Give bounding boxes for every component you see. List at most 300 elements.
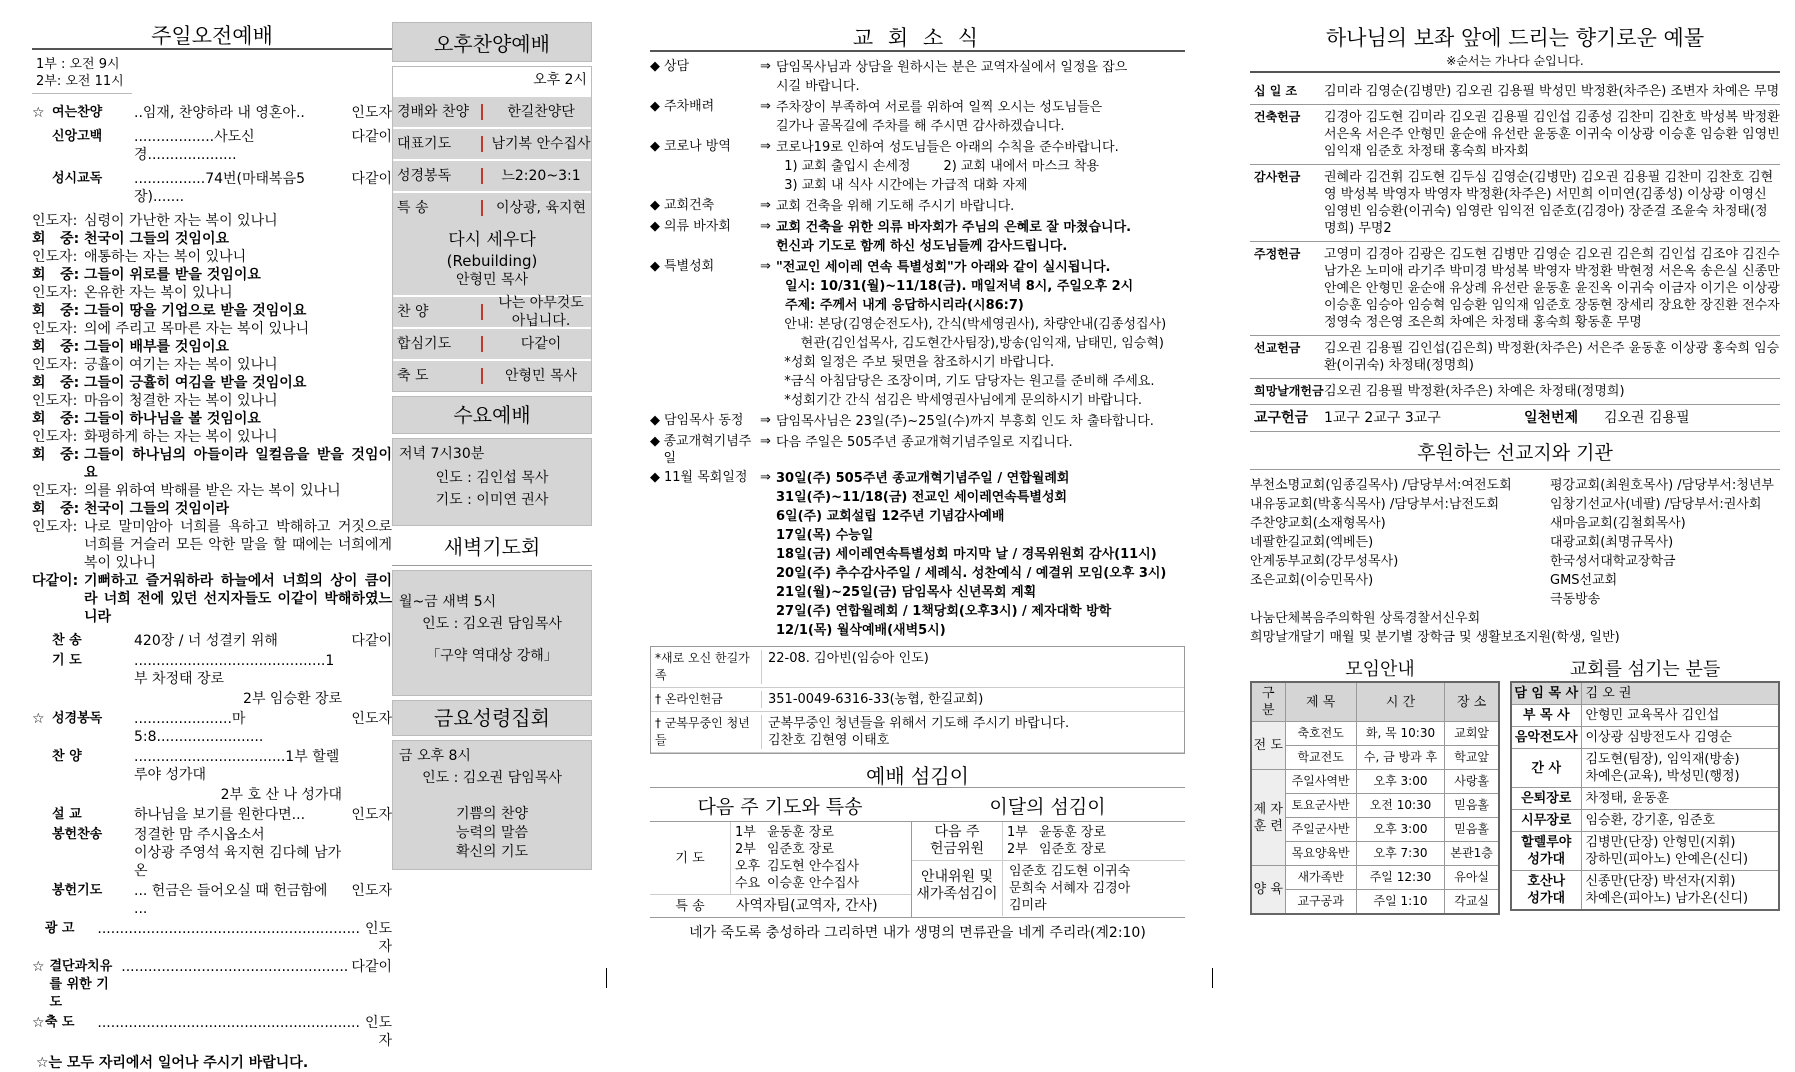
- mission-title: 후원하는 선교지와 기관: [1250, 438, 1780, 470]
- news-item: [650, 433, 1185, 467]
- offering-label: 주정헌금: [1254, 247, 1301, 261]
- serve-row: [731, 841, 911, 858]
- fold-line: [1212, 968, 1213, 988]
- order-text: 정결한 맘 주시옵소서 이상광 주영석 육지현 김다혜 남가온: [134, 827, 342, 879]
- meeting-cell: 주일사역반: [1285, 770, 1356, 794]
- responsive-text: 그들이 위로를 받을 것임이요: [84, 267, 261, 283]
- order-label: 기 도: [52, 653, 82, 668]
- district-value: 1교구 2교구 3교구: [1324, 410, 1441, 426]
- responsive-who: 회 중:: [32, 303, 80, 319]
- news-item: [650, 258, 1185, 410]
- time-1: 1부 : 오전 9시: [36, 57, 120, 72]
- afternoon-title-box: [392, 22, 592, 62]
- responsive-text: 의에 주리고 목마른 자는 복이 있나니: [84, 321, 310, 337]
- responsive-line: [32, 284, 392, 302]
- responsive-who: 회 중:: [32, 447, 80, 463]
- staff-value: 김 오 권: [1581, 682, 1779, 705]
- bullet-icon: ◆: [650, 139, 660, 154]
- meeting-row: [1251, 770, 1499, 794]
- offering-row: [1250, 336, 1780, 379]
- responsive-who: 인도자:: [32, 357, 78, 373]
- news-line: 헌신과 기도로 함께 하신 성도님들께 감사드립니다.: [776, 239, 1068, 254]
- news-item: [650, 469, 1185, 640]
- divider-bar: [481, 304, 483, 320]
- responsive-line: [32, 572, 392, 626]
- mission-item: 내유동교회(박홍식목사) /담당부서:남전도회: [1250, 497, 1500, 512]
- responsive-text: 그들이 땅을 기업으로 받을 것임이요: [84, 303, 307, 319]
- responsive-text: 마음이 청결한 자는 복이 있나니: [84, 393, 278, 409]
- news-line: 3) 교회 내 식사 시간에는 가급적 대화 자제: [776, 178, 1028, 193]
- sermon-box: [393, 223, 591, 295]
- meeting-cell: 목요양육반: [1285, 842, 1356, 866]
- serve-slot: 수요: [735, 876, 761, 891]
- staff-row: [1511, 788, 1779, 810]
- afternoon-row: [393, 159, 591, 191]
- divider-bar: [481, 168, 483, 184]
- sunday-morning-section: [32, 20, 392, 1071]
- divider-bar: [481, 136, 483, 152]
- news-label: 코로나 방역: [664, 139, 731, 154]
- offering-label: 감사헌금: [1254, 170, 1301, 184]
- offering-row: [1250, 79, 1780, 105]
- mission-item: 나눔단체복음주의학원 상록경찰서신우회: [1250, 611, 1481, 626]
- meeting-cell: 수, 금 방과 후: [1356, 746, 1445, 770]
- news-item: [650, 138, 1185, 195]
- offering-names: 권혜라 김건휘 김도현 김두심 김영순(김병만) 김오권 김용필 김찬미 김찬호 김현영 박성복 박영자 박영자 박정환(차주은) 서민희 이미연(김종성) 이상광 이영신 임영빈 임승환(이귀숙) 임영란 임익전 임준호(김경아) 장준걸 조윤숙 차정태(정명희) 무명2: [1324, 170, 1774, 236]
- order-leader: 인도자: [364, 1015, 392, 1049]
- serve-row: [731, 875, 911, 892]
- wednesday-title: 수요예배: [392, 396, 592, 434]
- order-text: ..................사도신경....................: [134, 129, 255, 163]
- responsive-who: 회 중:: [32, 339, 80, 355]
- serve-slot: 오후: [735, 859, 761, 874]
- bullet-icon: ◆: [650, 413, 660, 428]
- afternoon-row: [393, 359, 591, 391]
- offering-label: 선교헌금: [1254, 341, 1301, 355]
- order-leader: 다같이: [351, 633, 392, 649]
- afternoon-value: 이상광, 육지현: [495, 200, 587, 216]
- order-label: 봉헌기도: [52, 883, 103, 898]
- staff-row: [1511, 749, 1779, 788]
- wednesday-lead: 인도 : 김인섭 목사: [435, 470, 549, 486]
- arrow-icon: ⇒: [760, 198, 771, 213]
- order-item: [32, 170, 392, 206]
- arrow-icon: ⇒: [760, 59, 771, 74]
- afternoon-title: 오후찬양예배: [434, 31, 550, 56]
- news-line: *성회 일정은 주보 뒷면을 참조하시기 바랍니다.: [776, 355, 1055, 370]
- meeting-cell: 본관1층: [1445, 842, 1499, 866]
- mission-item: 주찬양교회(소재형목사): [1250, 516, 1386, 531]
- order-text: 2부 호 산 나 성가대: [220, 787, 342, 803]
- meeting-group: 양 육: [1251, 866, 1285, 915]
- mission-item: 한국성서대학교장학금: [1550, 554, 1676, 569]
- responsive-text: 온유한 자는 복이 있나니: [84, 285, 233, 301]
- divider-bar: [481, 368, 483, 384]
- news-line: 30일(주) 505주년 종교개혁기념주일 / 연합월례회: [776, 471, 1070, 486]
- responsive-who: 인도자:: [32, 285, 78, 301]
- serve-name: 임준호 장로: [767, 842, 834, 857]
- news-item: [650, 412, 1185, 431]
- bullet-icon: ◆: [650, 198, 660, 213]
- section-title: 주일오전예배: [32, 20, 392, 50]
- order-text: ...........................................................: [97, 1015, 360, 1031]
- serve-slot: 2부: [1007, 842, 1028, 857]
- bullet-icon: ◆: [650, 59, 660, 74]
- staff-value: 김도현(팀장), 임익재(방송) 차예은(교육), 박성민(행정): [1581, 749, 1779, 788]
- news-line: 주차장이 부족하여 서로를 위하여 일찍 오시는 성도님들은: [776, 100, 1103, 115]
- order-item: [32, 710, 392, 746]
- extra-item: [651, 688, 1184, 712]
- dawn-subtitle: 「구약 역대상 강해」: [426, 648, 558, 664]
- offering-row: [1250, 165, 1780, 242]
- church-news-column: [650, 22, 1185, 972]
- meeting-cell: 각교실: [1445, 890, 1499, 915]
- meeting-cell: 학교앞: [1445, 746, 1499, 770]
- staff-value: 김병만(단장) 안형민(지휘) 장하민(피아노) 안예은(신디): [1581, 832, 1779, 871]
- staff-title: 교회를 섬기는 분들: [1569, 659, 1721, 680]
- responsive-line: [32, 338, 392, 356]
- order-leader: 다같이: [351, 959, 392, 975]
- responsive-who: 회 중:: [32, 411, 80, 427]
- news-item: [650, 58, 1185, 96]
- news-label: 11월 목회일정: [664, 470, 748, 485]
- extra-label: *새로 오신 한길가족: [655, 651, 750, 682]
- responsive-line: [32, 374, 392, 392]
- order-leader: 인도자: [364, 921, 392, 955]
- meeting-head-cell: 제 목: [1285, 682, 1356, 722]
- arrow-icon: ⇒: [760, 434, 771, 449]
- responsive-text: 화평하게 하는 자는 복이 있나니: [84, 429, 278, 445]
- afternoon-row: [393, 295, 591, 327]
- afternoon-value: 한길찬양단: [507, 104, 575, 120]
- mission-item: 안계동부교회(강무성목사): [1250, 554, 1399, 569]
- serve-row: [731, 858, 911, 875]
- news-label: 특별성회: [664, 259, 715, 274]
- news-line: 시길 바랍니다.: [776, 79, 860, 94]
- afternoon-label: 찬 양: [397, 304, 429, 320]
- responsive-who: 인도자:: [32, 249, 78, 265]
- afternoon-row: [393, 95, 591, 127]
- staff-label: 은퇴장로: [1511, 788, 1581, 810]
- responsive-line: [32, 320, 392, 338]
- offering-label: 건축헌금: [1254, 110, 1301, 124]
- responsive-line: [32, 446, 392, 482]
- meeting-cell: 사랑홀: [1445, 770, 1499, 794]
- offering-label: 십 일 조: [1254, 84, 1298, 98]
- friday-box: [392, 740, 592, 870]
- extra-item: [651, 712, 1184, 753]
- order-item: [32, 690, 392, 708]
- order-item: [32, 104, 392, 122]
- meeting-group: 제 자 훈 련: [1251, 770, 1285, 866]
- mission-item: 대광교회(최명규목사): [1550, 535, 1674, 550]
- meeting-cell: 믿음홀: [1445, 818, 1499, 842]
- order-label: 설 교: [52, 807, 82, 822]
- news-line: 6일(주) 교회설립 12주년 기념감사예배: [776, 509, 1005, 524]
- meeting-row: [1251, 746, 1499, 770]
- extra-value: 351-0049-6316-33(농협, 한길교회): [761, 691, 1184, 708]
- thanks-label: 일천번제: [1524, 410, 1579, 426]
- arrow-icon: ⇒: [760, 413, 771, 428]
- responsive-line: [32, 212, 392, 230]
- afternoon-label: 합심기도: [397, 336, 452, 352]
- offering-names: 김미라 김영순(김병만) 김오권 김용필 박성민 박정환(차주은) 조변자 차예은 무명: [1324, 84, 1780, 99]
- responsive-line: [32, 428, 392, 446]
- sermon-title: 다시 세우다: [448, 230, 536, 250]
- staff-label: 부 목 사: [1511, 705, 1581, 727]
- serve-slot: 1부: [735, 825, 756, 840]
- afternoon-label: 성경봉독: [397, 168, 452, 184]
- staff-label: 음악전도사: [1511, 727, 1581, 749]
- afternoon-row: [393, 127, 591, 159]
- serve-name: 이승훈 안수집사: [767, 876, 860, 891]
- meeting-cell: 오전 10:30: [1356, 794, 1445, 818]
- meeting-title: 모임안내: [1345, 659, 1415, 680]
- news-line: 교회 건축을 위해 기도해 주시기 바랍니다.: [776, 199, 1015, 214]
- time-2: 2부: 오전 11시: [36, 74, 124, 89]
- order-item: [32, 128, 392, 164]
- news-line: 길가나 골목길에 주차를 해 주시면 감사하겠습니다.: [776, 119, 1065, 134]
- responsive-who: 인도자:: [32, 213, 78, 229]
- order-label: 성경봉독: [52, 711, 103, 726]
- fold-line: [606, 968, 607, 988]
- meeting-cell: 유아실: [1445, 866, 1499, 890]
- song-label: 특 송: [675, 898, 705, 914]
- order-leader: 인도자: [351, 883, 392, 899]
- stand-mark: ☆: [32, 711, 45, 727]
- order-item: [32, 1014, 392, 1050]
- afternoon-time: 오후 2시: [533, 72, 587, 88]
- staff-row: [1511, 682, 1779, 705]
- news-item: [650, 197, 1185, 216]
- staff-label: 담 임 목 사: [1511, 682, 1581, 705]
- extra-label: † 온라인헌금: [655, 692, 723, 706]
- serve-row: [1003, 824, 1185, 841]
- offerings-subtitle: ※순서는 가나다 순입니다.: [1250, 52, 1780, 73]
- news-item: [650, 218, 1185, 256]
- news-line: 교회 건축을 위한 의류 바자회가 주님의 은혜로 잘 마쳤습니다.: [776, 220, 1132, 235]
- order-label: 봉헌찬송: [52, 827, 103, 842]
- staff-row: [1511, 727, 1779, 749]
- divider-bar: [481, 336, 483, 352]
- news-line: 12/1(목) 월삭예배(새벽5시): [776, 623, 946, 638]
- order-item: [32, 882, 392, 918]
- news-title: 교 회 소 식: [650, 22, 1185, 52]
- meeting-head-cell: 구 분: [1251, 682, 1285, 722]
- wednesday-time: 저녁 7시30분: [399, 446, 485, 462]
- order-text: 하나님을 보기를 원한다면...: [134, 807, 306, 823]
- afternoon-label: 축 도: [397, 368, 429, 384]
- order-top: [32, 104, 392, 206]
- order-item: [32, 920, 392, 956]
- responsive-line: [32, 500, 392, 518]
- meeting-cell: 오후 7:30: [1356, 842, 1445, 866]
- district-label: 교구헌금: [1254, 410, 1309, 426]
- news-line: 코로나19로 인하여 성도님들은 아래의 수칙을 준수바랍니다.: [776, 140, 1119, 155]
- order-item: [32, 826, 392, 880]
- sermon-preacher: 안형민 목사: [455, 272, 529, 288]
- afternoon-value: 느2:20~3:1: [501, 168, 581, 184]
- responsive-line: [32, 356, 392, 374]
- staff-label: 호산나 성가대: [1511, 871, 1581, 911]
- afternoon-value: 안형민 목사: [504, 368, 578, 384]
- afternoon-label: 경배와 찬양: [397, 104, 470, 120]
- offering-names: 김오권 김용필 박정환(차주은) 차예은 차정태(정명희): [1324, 384, 1625, 399]
- stand-mark: ☆: [32, 1015, 45, 1031]
- news-line: 27일(주) 연합월례회 / 1책당회(오후3시) / 제자대학 방학: [776, 604, 1112, 619]
- responsive-text: 그들이 하나님을 볼 것임이요: [84, 411, 261, 427]
- extra-value: 군복무중인 청년들을 위해서 기도해 주시기 바랍니다. 김찬호 김현영 이태호: [761, 715, 1184, 749]
- offering-row: [1250, 242, 1780, 336]
- meeting-cell: 새가족반: [1285, 866, 1356, 890]
- arrow-icon: ⇒: [760, 139, 771, 154]
- order-item: [32, 632, 392, 650]
- mission-item: 새마음교회(김철회목사): [1550, 516, 1686, 531]
- mission-item: GMS선교회: [1550, 573, 1618, 588]
- mission-item: 부천소명교회(임종길목사) /담당부서:여전도회: [1250, 478, 1512, 493]
- order-label: 찬 송: [52, 633, 82, 648]
- extra-item: [651, 647, 1184, 688]
- news-line: *성회기간 간식 섬김은 박세영권사님에게 문의하시기 바랍니다.: [776, 393, 1143, 408]
- serve-title: 예배 섬김이: [650, 760, 1185, 788]
- order-label: 결단과치유를 위한 기도: [49, 959, 113, 1010]
- responsive-text: 천국이 그들의 것임이요: [84, 231, 229, 247]
- news-line: 18일(금) 세이레연속특별성회 마지막 날 / 경목위원회 감사(11시): [776, 547, 1157, 562]
- divider-bar: [481, 104, 483, 120]
- arrow-icon: ⇒: [760, 259, 771, 274]
- meeting-cell: 학교전도: [1285, 746, 1356, 770]
- stand-mark: ☆: [32, 959, 45, 975]
- offering-label: 다음 주 헌금위원: [929, 824, 985, 857]
- responsive-who: 인도자:: [32, 321, 78, 337]
- responsive-line: [32, 248, 392, 266]
- standing-note: ☆는 모두 자리에서 일어나 주시기 바랍니다.: [36, 1055, 309, 1071]
- wednesday-pray: 기도 : 이미연 권사: [435, 492, 549, 508]
- responsive-text: 그들이 긍휼히 여김을 받을 것임이요: [84, 375, 307, 391]
- bullet-icon: ◆: [650, 470, 660, 485]
- order-text: 2부 임승환 장로: [243, 691, 342, 707]
- afternoon-label: 특 송: [397, 200, 429, 216]
- afternoon-value: 남기복 안수집사: [491, 136, 591, 152]
- responsive-reading: [32, 212, 392, 626]
- order-label: 여는찬양: [52, 105, 103, 120]
- meeting-row: [1251, 842, 1499, 866]
- news-label: 상담: [664, 59, 690, 74]
- news-line: "전교인 세이레 연속 특별성회"가 아래와 같이 실시됩니다.: [776, 260, 1111, 275]
- news-label: 담임목사 동정: [664, 413, 744, 428]
- order-label: 찬 양: [52, 749, 82, 764]
- news-line: 주제: 주께서 내게 응답하시리라(시86:7): [776, 298, 1024, 313]
- arrow-icon: ⇒: [760, 219, 771, 234]
- news-line: 다음 주일은 505주년 종교개혁기념주일로 지킵니다.: [776, 435, 1073, 450]
- wednesday-box: [392, 438, 592, 526]
- order-text: ..임재, 찬양하라 내 영혼아..: [134, 105, 305, 121]
- meeting-cell: 교회앞: [1445, 722, 1499, 746]
- staff-row: [1511, 810, 1779, 832]
- dawn-lead: 인도 : 김오권 담임목사: [422, 616, 562, 632]
- offering-label: 희망날개헌금: [1254, 384, 1324, 398]
- order-leader: 인도자: [351, 105, 392, 121]
- offering-names: 김경아 김도현 김미라 김오권 김용필 김인섭 김종성 김찬미 김찬호 박성복 박정환 서은옥 서은주 안형민 윤순애 유선란 윤동훈 이귀숙 이상광 이승훈 임승환 임영빈 임익재 임준호 차정태 홍숙희 바자회: [1324, 110, 1780, 159]
- responsive-line: [32, 392, 392, 410]
- guide-value: 임준호 김도현 이귀숙 문희숙 서혜자 김경아 김미라: [1002, 861, 1185, 916]
- meeting-group: 전 도: [1251, 722, 1285, 770]
- bullet-icon: ◆: [650, 99, 660, 114]
- responsive-text: 나로 말미암아 너희를 욕하고 박해하고 거짓으로 너희를 거슬러 모든 악한 말을 할 때에는 너희에게 복이 있나니: [84, 519, 392, 571]
- staff-row: [1511, 832, 1779, 871]
- meeting-header: [1251, 682, 1499, 722]
- order-item: [32, 806, 392, 824]
- responsive-who: 인도자:: [32, 393, 78, 409]
- mission-item: 네팔한길교회(엑베든): [1250, 535, 1374, 550]
- friday-title: 금요성령집회: [392, 700, 592, 736]
- news-line: 31일(주)~11/18(금) 전교인 세이레연속특별성회: [776, 490, 1068, 505]
- arrow-icon: ⇒: [760, 99, 771, 114]
- staff-value: 이상광 심방전도사 김영순: [1581, 727, 1779, 749]
- serve-row: [731, 824, 911, 841]
- order-label: 신앙고백: [52, 129, 103, 144]
- arrow-icon: ⇒: [760, 470, 771, 485]
- responsive-text: 천국이 그들의 것임이라: [84, 501, 229, 517]
- responsive-text: 애통하는 자는 복이 있나니: [84, 249, 247, 265]
- meeting-cell: 주일 1:10: [1356, 890, 1445, 915]
- afternoon-value: 나는 아무것도 아닙니다.: [498, 295, 584, 329]
- mission-item: 평강교회(최원호목사) /담당부서:청년부: [1550, 478, 1774, 493]
- staff-value: 신종만(단장) 박선자(지휘) 차예은(피아노) 남가온(신디): [1581, 871, 1779, 911]
- responsive-line: [32, 266, 392, 284]
- news-label: 종교개혁기념주일: [663, 434, 752, 466]
- order-item: [32, 652, 392, 688]
- news-line: 1) 교회 출입시 손세정 2) 교회 내에서 마스크 착용: [776, 159, 1099, 174]
- offerings-title: 하나님의 보좌 앞에 드리는 향기로운 예물: [1325, 26, 1705, 50]
- next-week-title: 다음 주 기도와 특송: [697, 796, 863, 818]
- responsive-line: [32, 410, 392, 428]
- other-services-column: [392, 22, 592, 962]
- order-text: ... 헌금은 들어오실 때 헌금함에 ...: [134, 883, 328, 917]
- bullet-icon: ◆: [650, 219, 660, 234]
- meeting-row: [1251, 866, 1499, 890]
- responsive-who: 회 중:: [32, 501, 80, 517]
- order-label: 광 고: [44, 921, 75, 936]
- staff-row: [1511, 871, 1779, 911]
- responsive-who: 회 중:: [32, 231, 80, 247]
- news-line: 현관(김인섭목사, 김도현간사팀장),방송(임익재, 남태민, 임승혁): [776, 336, 1164, 351]
- news-line: 담임목사님과 상담을 원하시는 분은 교역자실에서 일정을 잡으: [776, 60, 1128, 75]
- service-times: [32, 56, 132, 94]
- mission-item: 조은교회(이승민목사): [1250, 573, 1374, 588]
- stand-mark: ☆: [32, 105, 45, 121]
- month-title: 이달의 섬김이: [989, 796, 1106, 818]
- staff-value: 안형민 교육목사 김인섭: [1581, 705, 1779, 727]
- responsive-text: 의를 위하여 박해를 받은 자는 복이 있나니: [84, 483, 341, 499]
- serve-name: 윤동훈 장로: [767, 825, 834, 840]
- order-leader: 인도자: [351, 807, 392, 823]
- afternoon-row: [393, 191, 591, 223]
- prayer-label: 기 도: [675, 850, 705, 866]
- offerings-column: [1250, 22, 1780, 972]
- news-line: 21일(월)~25일(금) 담임목사 신년목회 계획: [776, 585, 1037, 600]
- meeting-cell: 주일 12:30: [1356, 866, 1445, 890]
- meeting-cell: 화, 목 10:30: [1356, 722, 1445, 746]
- news-label: 의류 바자회: [664, 219, 731, 234]
- staff-value: 임승환, 강기훈, 임준호: [1581, 810, 1779, 832]
- responsive-line: [32, 302, 392, 320]
- staff-value: 차정태, 윤동훈: [1581, 788, 1779, 810]
- thanks-value: 김오권 김용필: [1604, 410, 1690, 426]
- friday-motto-3: 확신의 기도: [455, 844, 529, 860]
- order-text: 420장 / 너 성결키 위해: [134, 633, 278, 649]
- order-leader: 인도자: [351, 711, 392, 727]
